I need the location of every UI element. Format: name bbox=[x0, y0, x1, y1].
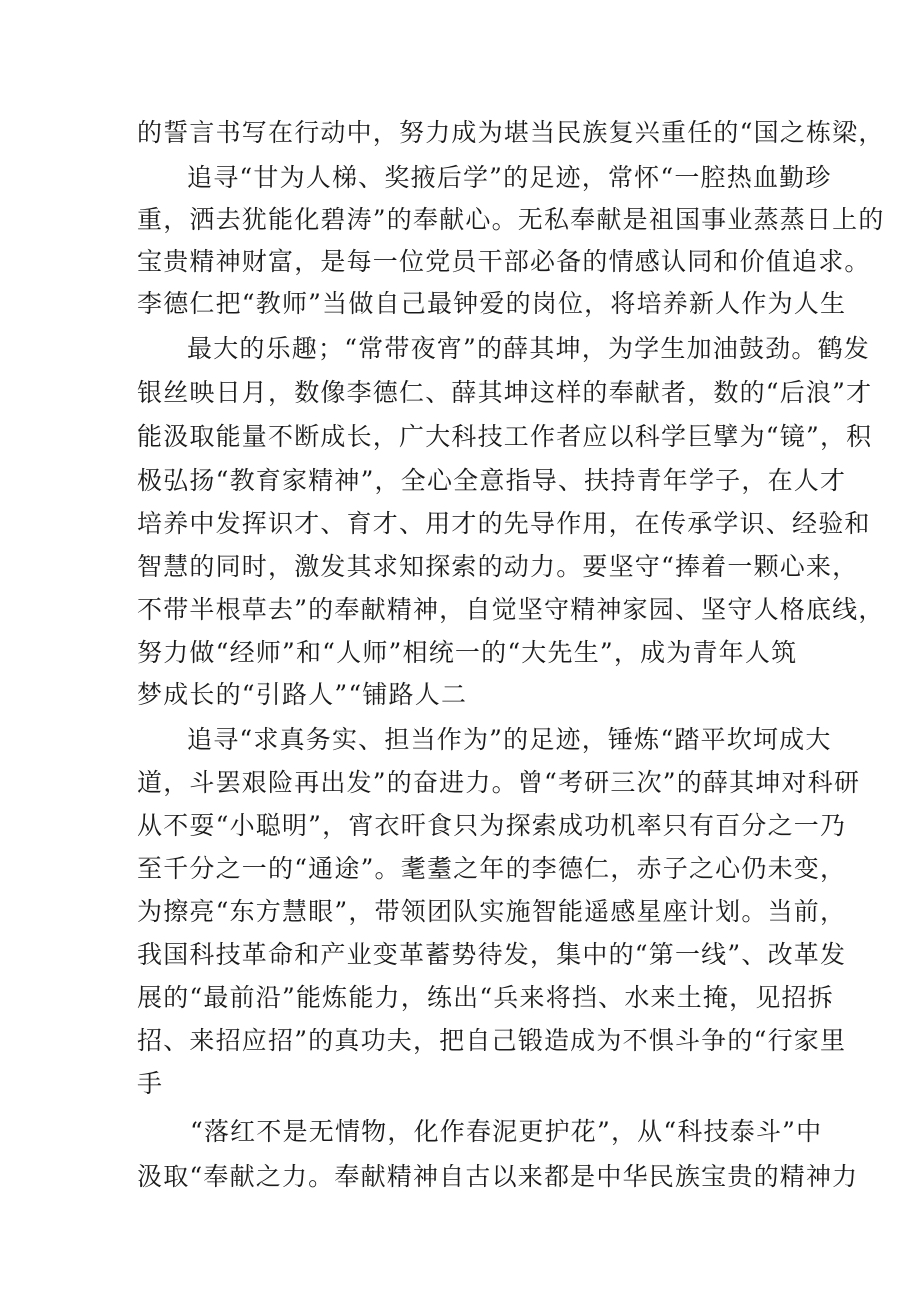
text-line: 梦成长的“引路人”“铺路人二 bbox=[137, 680, 468, 709]
paragraph-start-line: “落红不是无情物，化作春泥更护花”，从“科技泰斗”中 bbox=[190, 1117, 823, 1146]
paragraph-start-line: 追寻“甘为人梯、奖掖后学”的足迹，常怀“一腔热血勤珍 bbox=[187, 163, 832, 192]
text-line: 至千分之一的“通途”。耄耋之年的李德仁，赤子之心仍未变， bbox=[137, 854, 847, 883]
text-line: 努力做“经师”和“人师”相统一的“大先生”，成为青年人筑 bbox=[137, 638, 798, 667]
text-line: 招、来招应招”的真功夫，把自己锻造成为不惧斗争的“行家里 bbox=[137, 1026, 847, 1055]
text-line: 李德仁把“教师”当做自己最钟爱的岗位，将培养新人作为人生 bbox=[137, 289, 847, 318]
paragraph-start-line: 追寻“求真务实、担当作为”的足迹，锤炼“踏平坎坷成大 bbox=[187, 725, 832, 754]
text-line: 重，洒去犹能化碧涛”的奉献心。无私奉献是祖国事业蒸蒸日上的 bbox=[137, 205, 885, 234]
text-line: 展的“最前沿”能炼能力，练出“兵来将挡、水来土掩，见招拆 bbox=[137, 983, 834, 1012]
text-line: 银丝映日月，数像李德仁、薛其坤这样的奉献者，数的“后浪”才 bbox=[137, 378, 873, 407]
text-line: 最大的乐趣；“常带夜宵”的薛其坤，为学生加油鼓劲。鹤发 bbox=[187, 334, 870, 363]
text-line: 智慧的同时，激发其求知探索的动力。要坚守“捧着一颗心来， bbox=[137, 552, 859, 581]
text-line: 手 bbox=[137, 1069, 164, 1098]
text-line: 极弘扬“教育家精神”，全心全意指导、扶持青年学子，在人才 bbox=[137, 466, 847, 495]
text-line: 我国科技革命和产业变革蓄势待发，集中的“第一线”、改革发 bbox=[137, 940, 847, 969]
text-line: 能汲取能量不断成长，广大科技工作者应以科学巨擘为“镜”，积 bbox=[137, 422, 873, 451]
text-line: 宝贵精神财富，是每一位党员干部必备的情感认同和价值追求。 bbox=[137, 247, 871, 276]
text-line: 为擦亮“东方慧眼”，带领团队实施智能遥感星座计划。当前， bbox=[137, 897, 847, 926]
text-line: 不带半根草去”的奉献精神，自觉坚守精神家园、坚守人格底线， bbox=[137, 595, 885, 624]
text-line: 的誓言书写在行动中，努力成为堪当民族复兴重任的“国之栋梁， bbox=[137, 118, 885, 147]
text-line: 道，斗罢艰险再出发”的奋进力。曾“考研三次”的薛其坤对科研 bbox=[137, 768, 861, 797]
text-line: 从不耍“小聪明”，宵衣旰食只为探索成功机率只有百分之一乃 bbox=[137, 811, 847, 840]
text-line: 培养中发挥识才、育才、用才的先导作用，在传承学识、经验和 bbox=[137, 509, 871, 538]
text-line: 汲取“奉献之力。奉献精神自古以来都是中华民族宝贵的精神力 bbox=[137, 1162, 859, 1191]
